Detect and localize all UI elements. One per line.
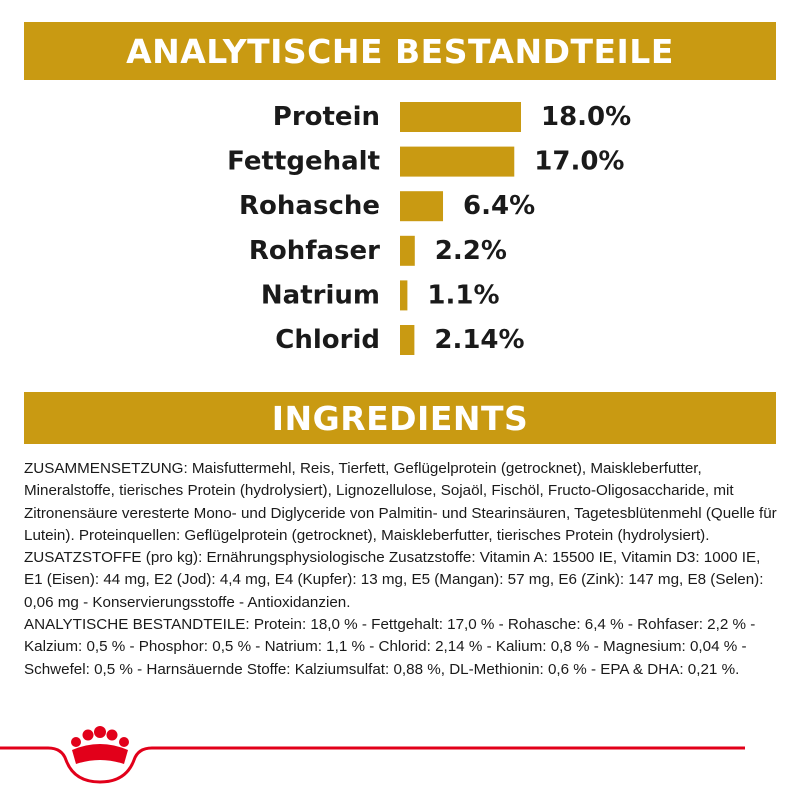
bar-protein: [400, 102, 521, 132]
category-label-rohasche: Rohasche: [239, 191, 380, 222]
analytics-title: ANALYTISCHE BESTANDTEILE: [126, 31, 674, 71]
additives-paragraph: ZUSATZSTOFFE (pro kg): Ernährungsphysiologische Zusatzstoffe: Vitamin A: 15500 IE, Vitamin D3: 1000 IE, E1 (Eisen): 44 mg, E2 (Jod): 4,4 mg, E4 (Kupfer): 13 mg, E5 (Mangan): 57 mg, E6 (Zink): 147 mg, E8 (Selen): 0,06 mg - Konservierungsstoffe - Antioxidanzien.: [24, 549, 764, 611]
bar-chlorid: [400, 325, 414, 355]
category-label-chlorid: Chlorid: [275, 325, 380, 355]
bar-natrium: [400, 280, 407, 310]
value-label-natrium: 1.1%: [427, 280, 500, 311]
category-label-protein: Protein: [272, 102, 380, 132]
category-label-natrium: Natrium: [260, 280, 380, 311]
composition-paragraph: ZUSAMMENSETZUNG: Maisfuttermehl, Reis, Tierfett, Geflügelprotein (getrocknet), Maiskleberfutter, Mineralstoffe, tierisches Protein (hydrolysiert), Lignozellulose, Sojaöl, Fischöl, Fructo-Oligosaccharide, mit Zitronensäure veresterte Mono- und Diglyceride von Palmitin- und Stearinsäuren, Tagetesblütenmehl (Quelle für Lutein). Proteinquellen: Geflügelprotein (getrocknet), Maiskleberfutter, tierisches Protein (hydrolysiert).: [24, 460, 777, 544]
ingredients-title: INGREDIENTS: [271, 398, 529, 438]
category-label-rohfaser: Rohfaser: [248, 235, 380, 266]
category-label-fettgehalt: Fettgehalt: [227, 146, 380, 177]
value-label-rohfaser: 2.2%: [434, 235, 507, 266]
bar-rohasche: [400, 191, 443, 221]
analytics-paragraph: ANALYTISCHE BESTANDTEILE: Protein: 18,0 % - Fettgehalt: 17,0 % - Rohasche: 6,4 % - Rohfaser: 2,2 % - Kalzium: 0,5 % - Phosphor: 0,5 % - Natrium: 1,1 % - Chlorid: 2,14 % - Kalium: 0,8 % - Magnesium: 0,04 % - Schwefel: 0,5 % - Harnsäuernde Stoffe: Kalziumsulfat: 0,88 %, DL-Methionin: 0,6 % - EPA & DHA: 0,21 %.: [24, 616, 756, 678]
footer: [0, 720, 800, 800]
ingredients-banner: [24, 392, 776, 444]
ingredients-text: [24, 458, 780, 681]
value-label-protein: 18.0%: [541, 102, 632, 132]
royal-canin-crown-icon: [71, 726, 129, 764]
bar-fettgehalt: [400, 147, 514, 177]
value-label-rohasche: 6.4%: [463, 191, 536, 222]
bar-rohfaser: [400, 236, 415, 266]
value-label-fettgehalt: 17.0%: [534, 146, 625, 177]
analytics-bar-chart: [0, 90, 800, 380]
value-label-chlorid: 2.14%: [434, 325, 525, 355]
analytics-banner: [24, 22, 776, 80]
